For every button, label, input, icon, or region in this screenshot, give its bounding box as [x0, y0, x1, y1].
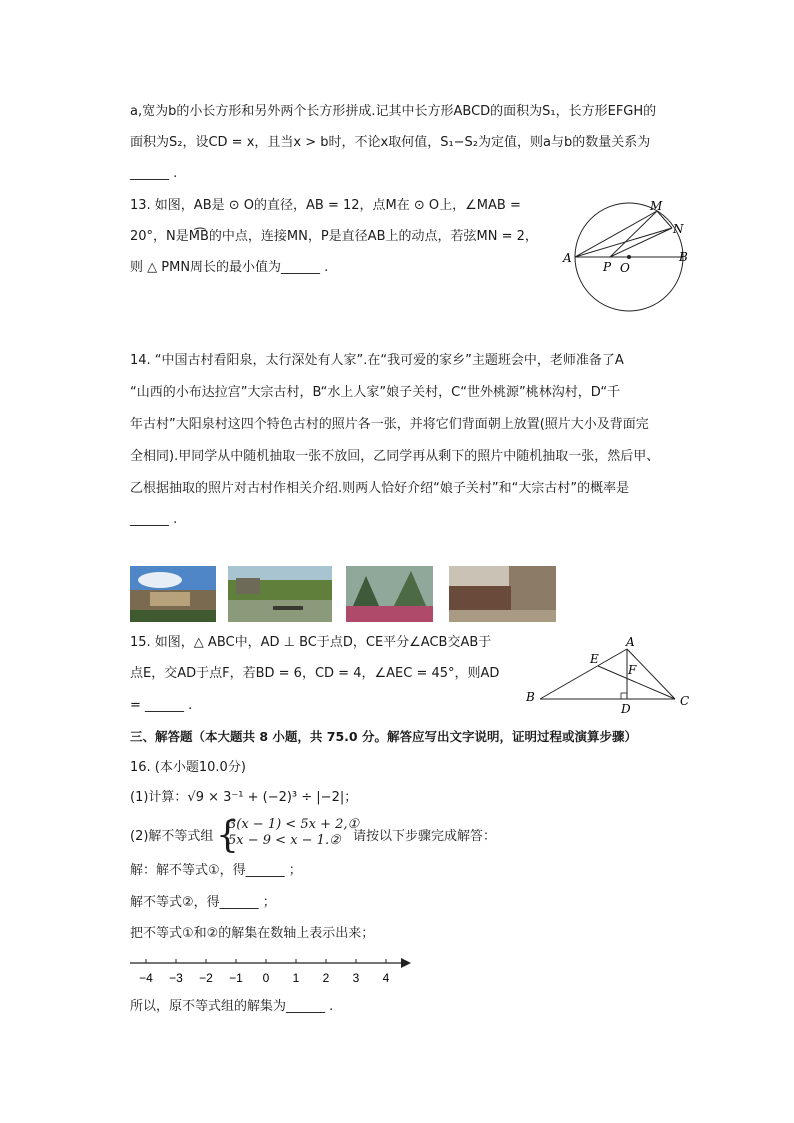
tick-label: 1 — [292, 971, 300, 985]
tick-label: −2 — [199, 971, 213, 985]
photo-c-taolingou-village — [346, 566, 433, 622]
q16-step-3: 把不等式①和②的解集在数轴上表示出来； — [130, 926, 375, 941]
q13-circle-figure — [555, 195, 705, 315]
q15-line-1: 15. 如图，△ ABC中，AD ⊥ BC于点D，CE平分∠ACB交AB于 — [130, 635, 492, 650]
q16-step-2: 解不等式②，得______ ； — [130, 895, 276, 910]
photo-a-dazong-village — [130, 566, 216, 622]
q16-part-1: (1)计算：√9 × 3⁻¹ + (−2)³ ÷ |−2|； — [130, 790, 358, 805]
q16-step-1: 解：解不等式①，得______ ； — [130, 863, 302, 878]
right-angle-mark — [621, 693, 627, 699]
label-n: N — [673, 222, 684, 236]
q13-line-1: 13. 如图，AB是 ⊙ O的直径，AB = 12，点M在 ⊙ O上，∠MAB = — [130, 198, 521, 213]
q15-line-2: 点E，交AD于点F，若BD = 6，CD = 4，∠AEC = 45°，则AD — [130, 666, 500, 681]
chord-am — [575, 211, 657, 257]
q14-line-2: “山西的小布达拉宫”大宗古村，B“水上人家”娘子关村，C“世外桃源”桃林沟村，D“千 — [130, 385, 621, 400]
q15-triangle-figure — [520, 634, 700, 719]
q14-line-5: 乙根据抽取的照片对古村作相关介绍.则两人恰好介绍“娘子关村”和“大宗古村”的概率是 — [130, 481, 630, 496]
label-o: O — [620, 261, 630, 275]
label-p: P — [603, 260, 612, 274]
segment-mn — [657, 211, 672, 228]
q12-line-1: a,宽为b的小长方形和另外两个长方形拼成.记其中长方形ABCD的面积为S₁，长方形EFGH的 — [130, 104, 657, 119]
q16-conclusion: 所以，原不等式组的解集为______ . — [130, 999, 334, 1014]
q16-part-2-prefix: (2)解不等式组 — [130, 829, 214, 844]
inequality-1: 3(x − 1) < 5x + 2,① — [228, 817, 360, 832]
tick-label: 4 — [382, 971, 390, 985]
label-f: F — [628, 663, 637, 677]
q16-title: 16. (本小题10.0分) — [130, 760, 246, 775]
label-e: E — [590, 652, 599, 666]
q14-answer-blank: ______ . — [130, 512, 178, 527]
photo-b-niangziguan-village — [228, 566, 332, 622]
q15-answer-blank: = ______ . — [130, 698, 193, 713]
q13-line-2: 20°，N是M͡B的中点，连接MN，P是直径AB上的动点，若弦MN = 2， — [130, 229, 538, 244]
number-line — [128, 952, 418, 988]
label-c: C — [680, 694, 690, 708]
label-a: A — [563, 251, 572, 265]
label-b: B — [679, 250, 688, 264]
tick-label: −4 — [139, 971, 153, 985]
number-line-arrow — [401, 958, 411, 968]
side-ba — [540, 649, 627, 699]
q12-line-2: 面积为S₂，设CD = x，且当x > b时，不论x取何值，S₁−S₂为定值，则a与b的数量关系为 — [130, 135, 651, 150]
q16-part-2-suffix: 请按以下步骤完成解答： — [353, 829, 497, 844]
tick-label: 0 — [262, 971, 270, 985]
tick-label: −1 — [229, 971, 243, 985]
label-b: B — [526, 690, 535, 704]
label-m: M — [650, 199, 663, 213]
inequality-2: 5x − 9 < x − 1.② — [228, 833, 341, 848]
q12-answer-blank: ______ . — [130, 166, 178, 181]
q14-line-4: 全相同).甲同学从中随机抽取一张不放回，乙同学再从剩下的照片中随机抽取一张，然后甲、 — [130, 449, 660, 464]
chord-an — [575, 228, 672, 257]
q14-line-1: 14. “中国古村看阳泉，太行深处有人家”.在“我可爱的家乡”主题班会中，老师准备了A — [130, 353, 624, 368]
tick-label: −3 — [169, 971, 183, 985]
brace: { — [216, 815, 239, 856]
tick-label: 2 — [322, 971, 330, 985]
section-3-heading: 三、解答题（本大题共 8 小题，共 75.0 分。解答应写出文字说明，证明过程或演算步骤） — [130, 729, 637, 744]
center-dot — [627, 255, 631, 259]
tick-label: 3 — [352, 971, 360, 985]
q13-line-3: 则 △ PMN周长的最小值为______ . — [130, 260, 329, 275]
segment-pm — [610, 211, 657, 257]
bisector-ce — [598, 666, 675, 699]
photo-d-dayangquan-village — [449, 566, 556, 622]
label-d: D — [621, 702, 631, 716]
q14-line-3: 年古村”大阳泉村这四个特色古村的照片各一张，并将它们背面朝上放置(照片大小及背面完 — [130, 417, 649, 432]
label-a: A — [626, 635, 635, 649]
